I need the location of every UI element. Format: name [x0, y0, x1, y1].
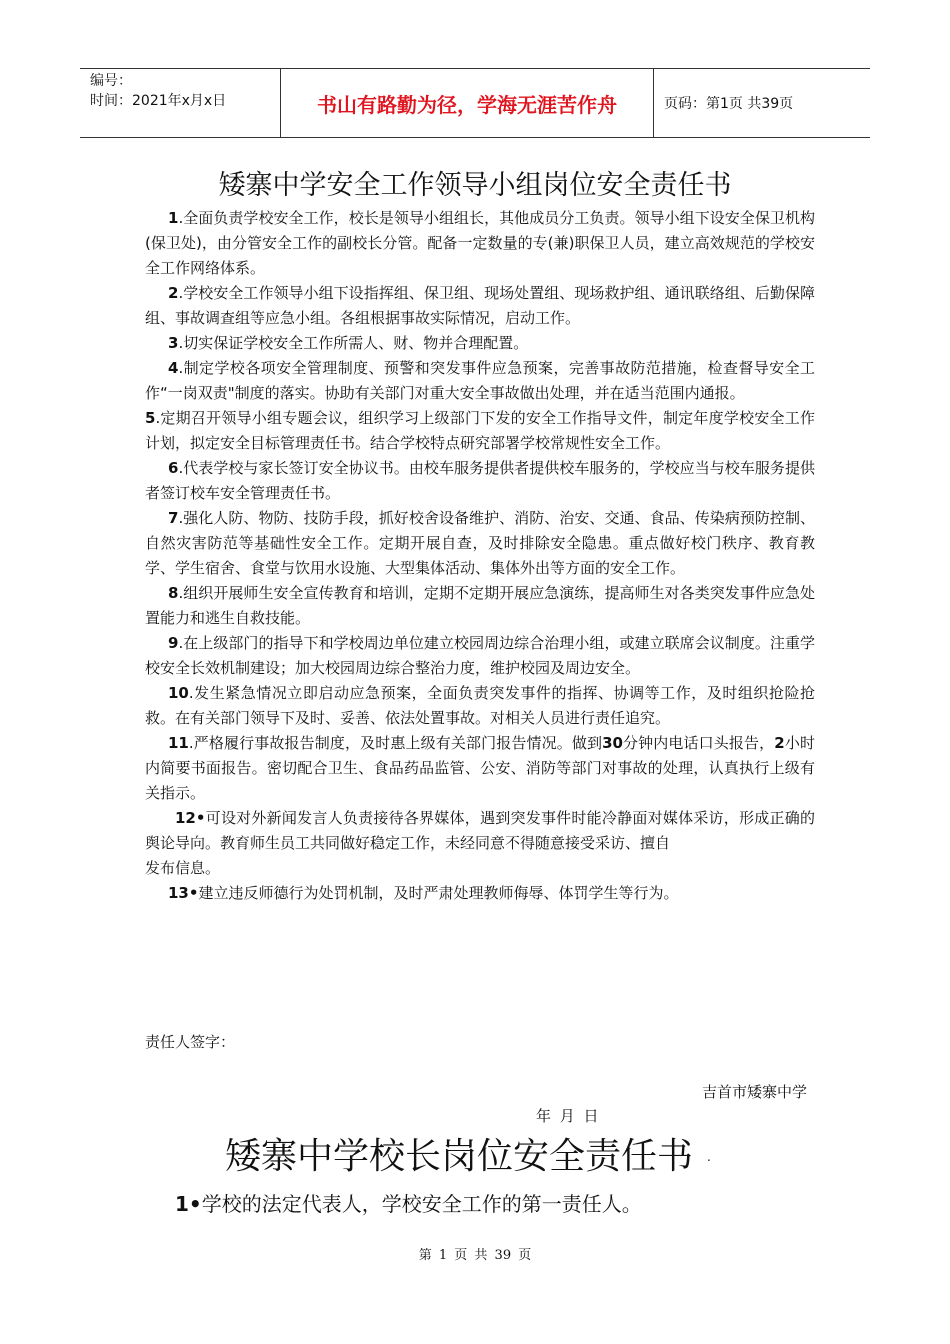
header-motto: 书山有路勤为径，学海无涯苦作舟 — [281, 69, 654, 137]
time-label: 时间：2021年x月x日 — [90, 93, 227, 109]
list-item: 3.切实保证学校安全工作所需人、财、物并合理配置。 — [168, 334, 529, 352]
list-item: 12•可设对外新闻发言人负责接待各界媒体，遇到突发事件时能冷静面对媒体采访，形成正确的舆论导向。教育师生员工共同做好稳定工作，未经同意不得随意接受采访、擅自 — [145, 809, 815, 852]
header-table — [80, 68, 870, 138]
list-item: 11.严格履行事故报告制度，及时惠上级有关部门报告情况。做到30分钟内电话口头报告，2小时内简要书面报告。密切配合卫生、食品药品监管、公安、消防等部门对事故的处理，认真执行上级有关指示。 — [145, 734, 815, 802]
school-name: 吉首市矮寨中学 — [701, 1083, 807, 1101]
list-item: 10.发生紧急情况立即启动应急预案，全面负责突发事件的指挥、协调等工作，及时组织抢险抢救。在有关部门领导下及时、妥善、依法处置事故。对相关人员进行责任追究。 — [145, 684, 815, 727]
list-item: 1.全面负责学校安全工作，校长是领导小组组长，其他成员分工负责。领导小组下设安全保卫机构(保卫处)，由分管安全工作的副校长分管。配备一定数量的专(兼)职保卫人员，建立高效规范的学校安全工作网络体系。 — [145, 209, 815, 277]
second-document-title: 矮寨中学校长岗位安全责任书 — [225, 1136, 694, 1177]
number-label: 编号： — [90, 73, 132, 89]
second-document-first-item: 1•学校的法定代表人，学校安全工作的第一责任人。 — [175, 1192, 642, 1216]
list-item: 4.制定学校各项安全管理制度、预警和突发事件应急预案，完善事故防范措施，检查督导安全工作“一岗双责"制度的落实。协助有关部门对重大安全事故做出处理，并在适当范围内通报。 — [145, 359, 815, 402]
document-title: 矮寨中学安全工作领导小组岗位安全责任书 — [218, 170, 732, 201]
list-item-continuation: 发布信息。 — [145, 859, 221, 877]
header-meta-cell — [80, 69, 281, 137]
list-item: 13•建立违反师德行为处罚机制，及时严肃处理教师侮辱、体罚学生等行为。 — [168, 884, 679, 902]
header-page-info: 页码：第1页 共39页 — [664, 96, 794, 112]
list-item: 5.定期召开领导小组专题会议，组织学习上级部门下发的安全工作指导文件，制定年度学校安全工作计划，拟定安全目标管理责任书。结合学校特点研究部署学校常规性安全工作。 — [145, 409, 815, 452]
signature-label: 责任人签字： — [145, 1033, 236, 1051]
page-footer: 第 1 页 共 39 页 — [418, 1248, 532, 1263]
list-item: 6.代表学校与家长签订安全协议书。由校车服务提供者提供校车服务的，学校应当与校车服务提供者签订校车安全管理责任书。 — [145, 459, 815, 502]
document-body — [145, 206, 815, 906]
stray-mark: . — [707, 1150, 711, 1164]
list-item: 2.学校安全工作领导小组下设指挥组、保卫组、现场处置组、现场救护组、通讯联络组、后勤保障组、事故调查组等应急小组。各组根据事故实际情况，启动工作。 — [145, 284, 815, 327]
list-item: 7.强化人防、物防、技防手段，抓好校舍设备维护、消防、治安、交通、食品、传染病预防控制、自然灾害防范等基础性安全工作。定期开展自查，及时排除安全隐患。重点做好校门秩序、教育教学、学生宿舍、食堂与饮用水设施、大型集体活动、集体外出等方面的安全工作。 — [145, 509, 815, 577]
date-line: 年 月 日 — [536, 1107, 599, 1125]
list-item: 8.组织开展师生安全宣传教育和培训，定期不定期开展应急演练，提高师生对各类突发事件应急处置能力和逃生自救技能。 — [145, 584, 815, 627]
list-item: 9.在上级部门的指导下和学校周边单位建立校园周边综合治理小组，或建立联席会议制度。注重学校安全长效机制建设；加大校园周边综合整治力度，维护校园及周边安全。 — [145, 634, 815, 677]
